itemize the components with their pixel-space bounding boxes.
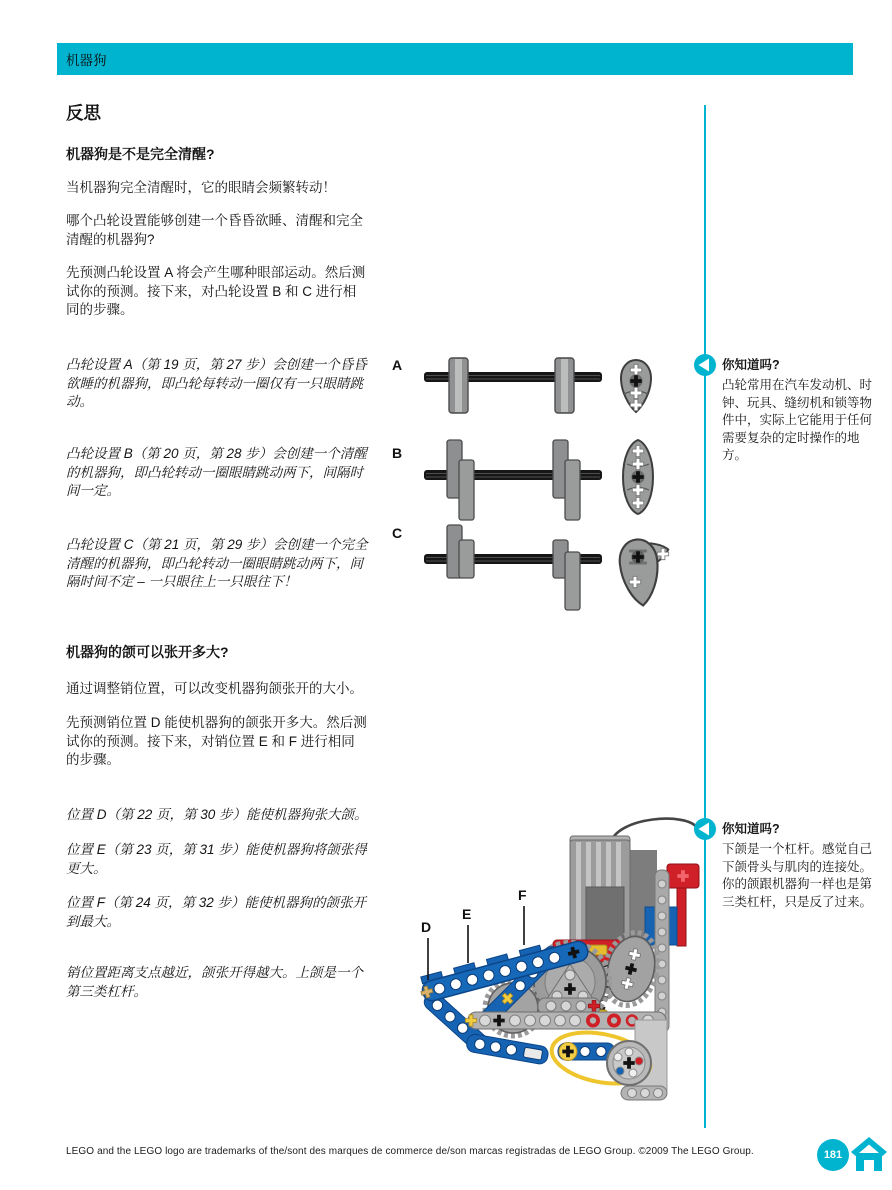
pin-position-e-text: 位置 E（第 23 页，第 31 步）能使机器狗将颌张得更大。	[66, 842, 367, 876]
cam-side-view-c	[447, 525, 580, 610]
section2-paragraph-3: 销位置距离支点越近，颌张开得越大。上颌是一个第三类杠杆。	[66, 965, 363, 999]
cam-front-view-c	[618, 538, 672, 608]
section1-paragraph-1: 当机器狗完全清醒时，它的眼睛会频繁转动！	[66, 180, 336, 195]
header-bar	[57, 43, 853, 75]
cam-front-view-a	[621, 360, 651, 412]
section1-paragraph-3: 先预测凸轮设置 A 将会产生哪种眼部运动。然后测试你的预测。接下来，对凸轮设置 B 和 C 进行相同的步骤。	[66, 265, 366, 317]
cam-settings-diagram	[383, 348, 673, 618]
cam-diagram-label-c: C	[392, 525, 403, 541]
side-note-1-body: 凸轮常用在汽车发动机、时钟、玩具、缝纫机和锁等物件中，实际上它能用于任何需要复杂的定时操作的地方。	[722, 378, 873, 462]
cam-setting-c-text: 凸轮设置 C（第 21 页，第 29 步）会创建一个完全清醒的机器狗，即凸轮转动一圈眼睛跳动两下，间隔时间不定 – 一只眼往上一只眼往下！	[66, 537, 368, 589]
cam-side-view-a	[449, 358, 574, 413]
home-button[interactable]	[849, 1135, 889, 1173]
vertical-beam	[655, 870, 669, 1032]
cam-setting-a-text: 凸轮设置 A（第 19 页，第 27 步）会创建一个昏昏欲睡的机器狗，即凸轮每转动一圈仅有一只眼睛跳动。	[66, 357, 367, 409]
header-title: 机器狗	[66, 53, 107, 68]
jaw-diagram-label-f: F	[518, 887, 527, 903]
section1-heading: 机器狗是不是完全清醒?	[66, 146, 215, 162]
jaw-diagram-label-e: E	[462, 906, 472, 922]
did-you-know-arrow-icon	[693, 817, 717, 841]
pulley-beam	[558, 1043, 615, 1061]
side-note-1-title: 你知道吗?	[722, 358, 780, 372]
jaw-diagram-label-d: D	[421, 919, 432, 935]
pin-position-d-text: 位置 D（第 22 页，第 30 步）能使机器狗张大颌。	[66, 807, 368, 822]
section2-paragraph-1: 通过调整销位置，可以改变机器狗颌张开的大小。	[66, 681, 363, 696]
cam-diagram-label-a: A	[392, 357, 403, 373]
sidebar-rule	[704, 105, 706, 1128]
page-number: 181	[823, 1149, 843, 1161]
footer-copyright: LEGO and the LEGO logo are trademarks of the/sont des marques de commerce de/son marcas registradas de LEGO Group. ©2009 The LEGO Group.	[66, 1146, 754, 1157]
pin-position-f-text: 位置 F（第 24 页，第 32 步）能使机器狗的颌张开到最大。	[66, 895, 367, 929]
motor	[570, 836, 657, 945]
side-note-2-body: 下颌是一个杠杆。感觉自己下颌骨头与肌肉的连接处。你的颌跟机器狗一样也是第三类杠杆，只是反了过来。	[722, 842, 873, 909]
section1-paragraph-2: 哪个凸轮设置能够创建一个昏昏欲睡、清醒和完全清醒的机器狗?	[66, 213, 363, 247]
side-note-2-title: 你知道吗?	[722, 822, 780, 836]
page-title: 反思	[66, 103, 101, 123]
home-icon	[851, 1137, 887, 1171]
cam-diagram-label-b: B	[392, 445, 403, 461]
cam-front-view-b	[623, 440, 653, 514]
section2-heading: 机器狗的颌可以张开多大?	[66, 644, 229, 660]
cam-setting-b-text: 凸轮设置 B（第 20 页，第 28 步）会创建一个清醒的机器狗，即凸轮转动一圈眼睛跳动两下，间隔时间一定。	[66, 446, 367, 498]
section2-paragraph-2: 先预测销位置 D 能使机器狗的颌张开多大。然后测试你的预测。接下来，对销位置 E 和 F 进行相同的步骤。	[66, 715, 367, 767]
pulley-wheel	[607, 1041, 651, 1085]
did-you-know-arrow-icon	[693, 353, 717, 377]
page-number-badge	[817, 1139, 849, 1171]
